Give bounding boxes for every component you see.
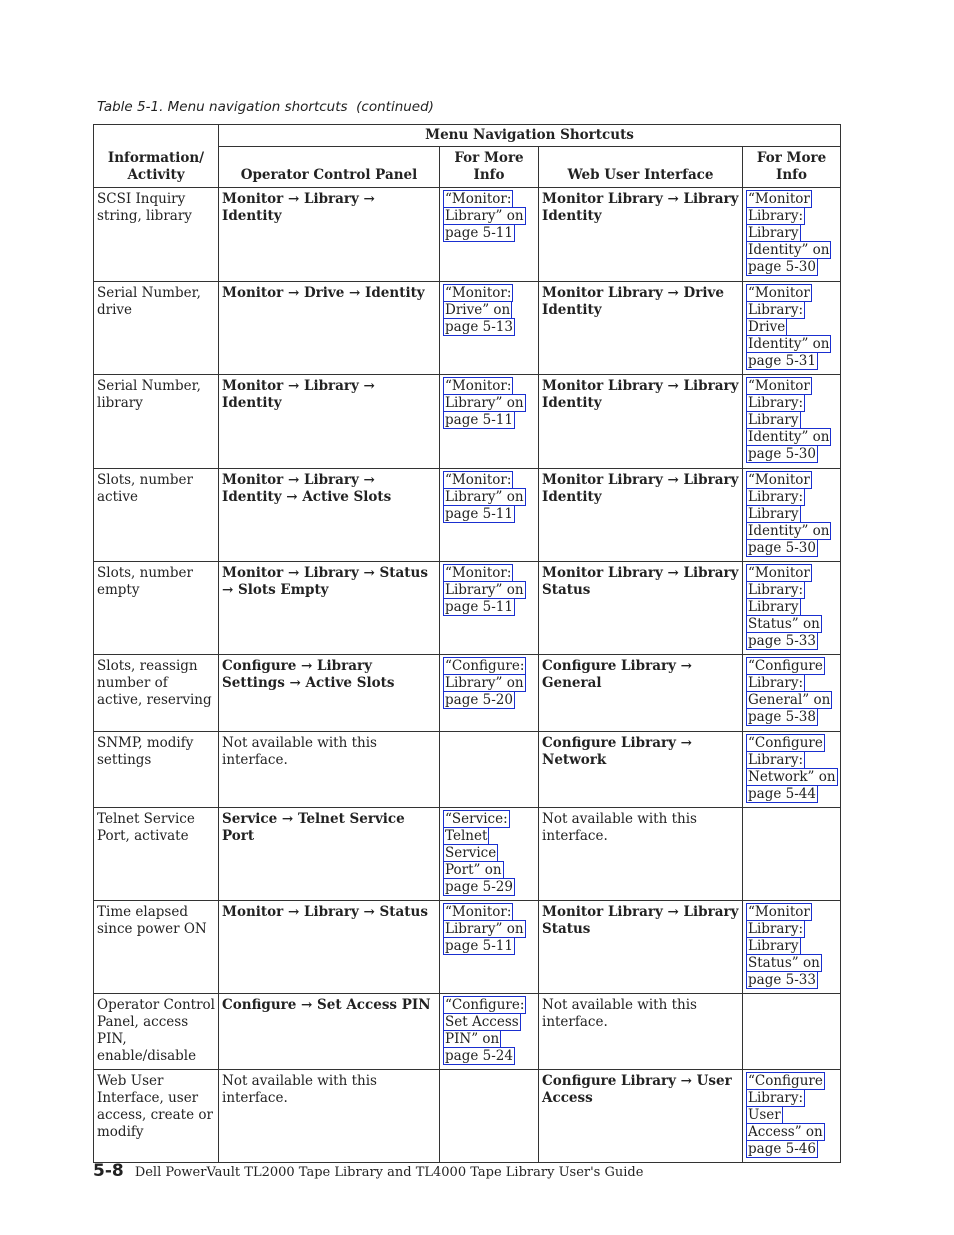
cross-reference-link[interactable]: “Configure Library: Network” on page 5-44 (748, 735, 836, 802)
table-row (94, 994, 841, 1070)
web-cell: Not available with this interface. (539, 994, 743, 1070)
ocp-cell: Monitor → Library → Identity (219, 188, 440, 282)
ocp-info-cell (440, 1070, 539, 1163)
ocp-cell: Monitor → Library → Status → Slots Empty (219, 562, 440, 655)
activity-cell: Serial Number, drive (94, 282, 219, 375)
ocp-cell: Monitor → Library → Status (219, 901, 440, 994)
table-row (94, 188, 841, 282)
header-web-info: For More Info (743, 147, 841, 188)
activity-cell: Telnet Service Port, activate (94, 808, 219, 901)
ocp-info-cell (440, 901, 539, 994)
web-cell: Monitor Library → Library Identity (539, 188, 743, 282)
table-row (94, 655, 841, 732)
table-row (94, 901, 841, 994)
cross-reference-link[interactable]: “Monitor: Library” on page 5-11 (445, 565, 524, 615)
web-info-cell (743, 469, 841, 562)
header-ocp: Operator Control Panel (219, 147, 440, 188)
ocp-info-cell (440, 732, 539, 808)
page-footer (93, 1161, 643, 1181)
ocp-cell: Not available with this interface. (219, 732, 440, 808)
activity-cell: SCSI Inquiry string, library (94, 188, 219, 282)
cross-reference-link[interactable]: “Service: Telnet Service Port” on page 5-29 (445, 811, 513, 895)
web-cell: Monitor Library → Library Status (539, 562, 743, 655)
web-cell: Configure Library → User Access (539, 1070, 743, 1163)
cross-reference-link[interactable]: “Monitor Library: Library Identity” on page 5-30 (748, 378, 830, 462)
cross-reference-link[interactable]: “Monitor: Library” on page 5-11 (445, 472, 524, 522)
cross-reference-link[interactable]: “Monitor: Drive” on page 5-13 (445, 285, 513, 335)
activity-cell: Slots, number empty (94, 562, 219, 655)
web-cell: Configure Library → General (539, 655, 743, 732)
ocp-info-cell (440, 562, 539, 655)
web-info-cell (743, 188, 841, 282)
web-info-cell (743, 732, 841, 808)
web-cell: Monitor Library → Library Status (539, 901, 743, 994)
activity-cell: SNMP, modify settings (94, 732, 219, 808)
cross-reference-link[interactable]: “Monitor Library: Library Identity” on page 5-30 (748, 472, 830, 556)
page-number: 5-8 (93, 1161, 124, 1181)
web-info-cell (743, 901, 841, 994)
table-row (94, 808, 841, 901)
web-cell: Monitor Library → Library Identity (539, 375, 743, 469)
web-info-cell (743, 1070, 841, 1163)
cross-reference-link[interactable]: “Monitor Library: Library Status” on page 5-33 (748, 565, 820, 649)
ocp-cell: Monitor → Library → Identity (219, 375, 440, 469)
ocp-cell: Not available with this interface. (219, 1070, 440, 1163)
ocp-info-cell (440, 808, 539, 901)
cross-reference-link[interactable]: “Monitor Library: Library Identity” on page 5-30 (748, 191, 830, 275)
table-caption: Table 5-1. Menu navigation shortcuts (continued) (97, 99, 434, 115)
activity-cell: Slots, reassign number of active, reserving (94, 655, 219, 732)
cross-reference-link[interactable]: “Monitor Library: Library Status” on page 5-33 (748, 904, 820, 988)
ocp-cell: Monitor → Drive → Identity (219, 282, 440, 375)
activity-cell: Time elapsed since power ON (94, 901, 219, 994)
web-cell: Monitor Library → Drive Identity (539, 282, 743, 375)
ocp-cell: Configure → Set Access PIN (219, 994, 440, 1070)
activity-cell: Serial Number, library (94, 375, 219, 469)
web-info-cell (743, 562, 841, 655)
activity-cell: Operator Control Panel, access PIN, enable/disable (94, 994, 219, 1070)
table-row (94, 282, 841, 375)
web-cell: Not available with this interface. (539, 808, 743, 901)
table-row (94, 469, 841, 562)
activity-cell: Web User Interface, user access, create or modify (94, 1070, 219, 1163)
cross-reference-link[interactable]: “Configure: Set Access PIN” on page 5-24 (445, 997, 525, 1064)
ocp-info-cell (440, 188, 539, 282)
ocp-info-cell (440, 375, 539, 469)
table-body (94, 188, 841, 1163)
web-cell: Configure Library → Network (539, 732, 743, 808)
header-group: Menu Navigation Shortcuts (219, 125, 841, 147)
activity-cell: Slots, number active (94, 469, 219, 562)
header-web: Web User Interface (539, 147, 743, 188)
ocp-info-cell (440, 469, 539, 562)
cross-reference-link[interactable]: “Configure: Library” on page 5-20 (445, 658, 525, 708)
table-row (94, 375, 841, 469)
cross-reference-link[interactable]: “Monitor Library: Drive Identity” on page 5-31 (748, 285, 830, 369)
document-title: Dell PowerVault TL2000 Tape Library and TL4000 Tape Library User's Guide (134, 1165, 644, 1180)
table-row (94, 562, 841, 655)
web-info-cell (743, 375, 841, 469)
cross-reference-link[interactable]: “Monitor: Library” on page 5-11 (445, 378, 524, 428)
ocp-info-cell (440, 282, 539, 375)
web-cell: Monitor Library → Library Identity (539, 469, 743, 562)
ocp-cell: Service → Telnet Service Port (219, 808, 440, 901)
header-activity: Information/ Activity (94, 125, 219, 188)
header-ocp-info: For More Info (440, 147, 539, 188)
ocp-cell: Monitor → Library → Identity → Active Slots (219, 469, 440, 562)
menu-navigation-table (93, 124, 841, 1163)
cross-reference-link[interactable]: “Configure Library: User Access” on page 5-46 (748, 1073, 823, 1157)
ocp-info-cell (440, 655, 539, 732)
table-row (94, 1070, 841, 1163)
ocp-info-cell (440, 994, 539, 1070)
cross-reference-link[interactable]: “Configure Library: General” on page 5-38 (748, 658, 831, 725)
web-info-cell (743, 282, 841, 375)
web-info-cell (743, 808, 841, 901)
web-info-cell (743, 655, 841, 732)
table-row (94, 732, 841, 808)
ocp-cell: Configure → Library Settings → Active Slots (219, 655, 440, 732)
cross-reference-link[interactable]: “Monitor: Library” on page 5-11 (445, 191, 524, 241)
web-info-cell (743, 994, 841, 1070)
cross-reference-link[interactable]: “Monitor: Library” on page 5-11 (445, 904, 524, 954)
